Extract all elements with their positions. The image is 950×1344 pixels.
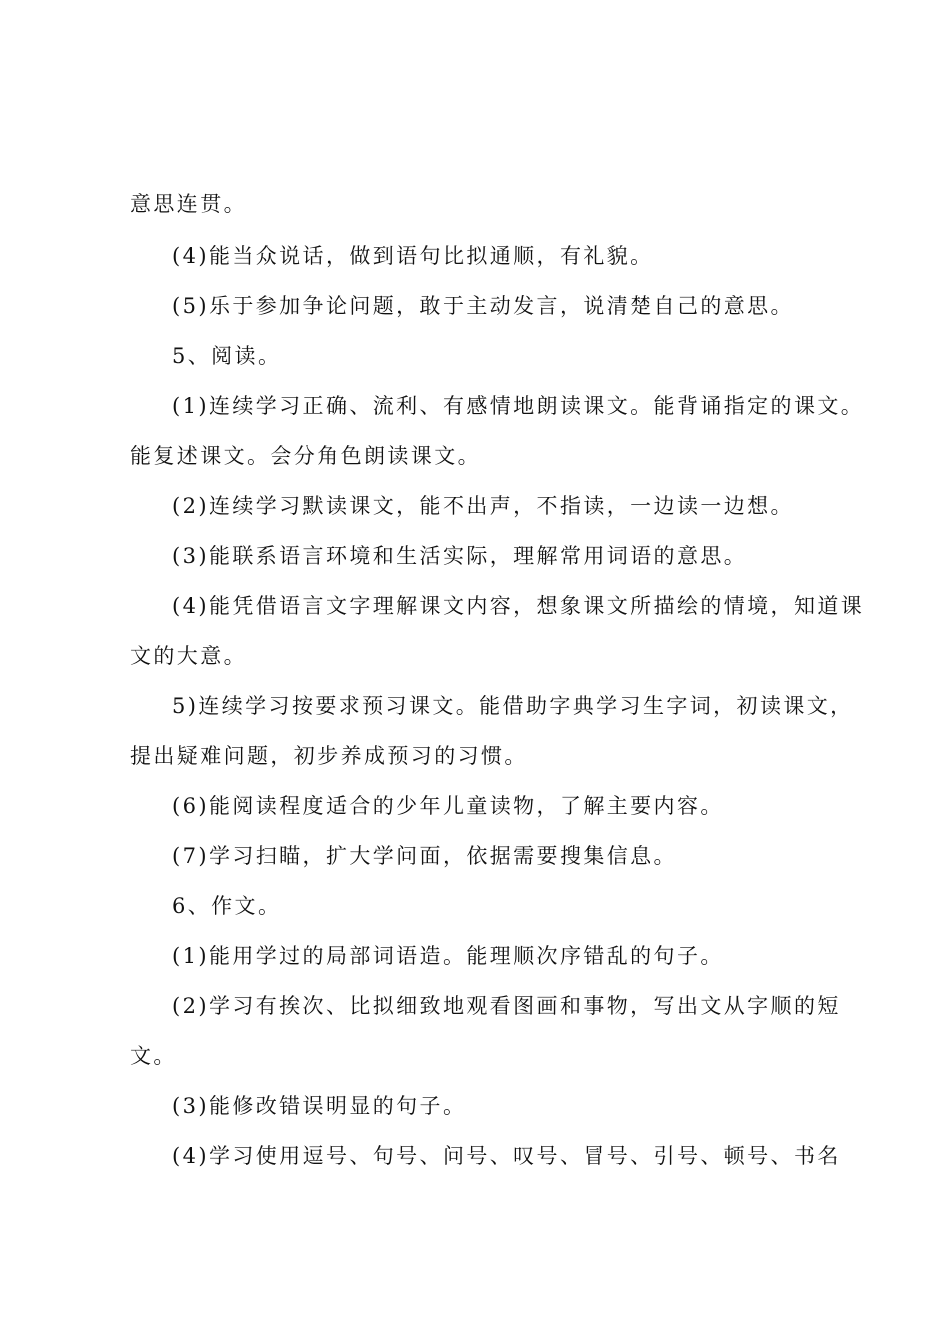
text-line: (7)学习扫瞄，扩大学问面，依据需要搜集信息。 xyxy=(172,844,677,868)
text-line: (5)乐于参加争论问题，敢于主动发言，说清楚自己的意思。 xyxy=(172,294,794,318)
section-heading: 5、阅读。 xyxy=(172,344,282,368)
text-line: 文。 xyxy=(130,1044,177,1068)
text-line: (1)能用学过的局部词语造。能理顺次序错乱的句子。 xyxy=(172,944,724,968)
text-line: 提出疑难问题，初步养成预习的习惯。 xyxy=(130,744,528,768)
text-line: (3)能联系语言环境和生活实际，理解常用词语的意思。 xyxy=(172,544,748,568)
text-line: (1)连续学习正确、流利、有感情地朗读课文。能背诵指定的课文。 xyxy=(172,394,865,418)
text-line: (4)学习使用逗号、句号、问号、叹号、冒号、引号、顿号、书名 xyxy=(172,1144,841,1168)
text-line: 文的大意。 xyxy=(130,644,247,668)
section-heading: 6、作文。 xyxy=(172,894,282,918)
text-line: (2)学习有挨次、比拟细致地观看图画和事物，写出文从字顺的短 xyxy=(172,994,841,1018)
text-line: 能复述课文。会分角色朗读课文。 xyxy=(130,444,481,468)
text-line: (3)能修改错误明显的句子。 xyxy=(172,1094,467,1118)
text-line: (6)能阅读程度适合的少年儿童读物，了解主要内容。 xyxy=(172,794,724,818)
text-line: (4)能当众说话，做到语句比拟通顺，有礼貌。 xyxy=(172,244,654,268)
text-line: 意思连贯。 xyxy=(130,192,247,216)
text-line: (4)能凭借语言文字理解课文内容，想象课文所描绘的情境，知道课 xyxy=(172,594,865,618)
text-line: 5)连续学习按要求预习课文。能借助字典学习生字词，初读课文， xyxy=(172,694,854,718)
text-line: (2)连续学习默读课文，能不出声，不指读，一边读一边想。 xyxy=(172,494,794,518)
